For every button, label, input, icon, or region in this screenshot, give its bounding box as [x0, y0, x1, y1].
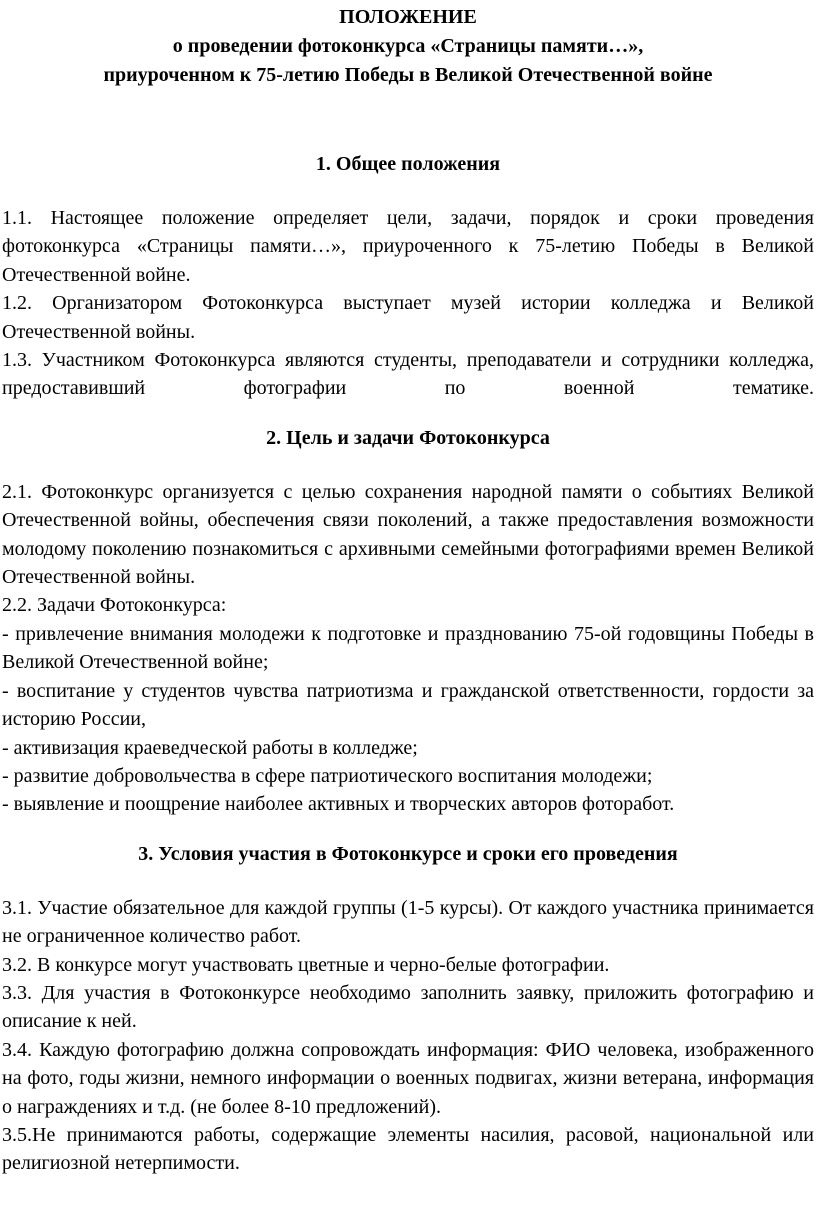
title-line-3: приуроченном к 75-летию Победы в Великой Отечественной войне	[103, 64, 713, 86]
task-item-4: - развитие добровольчества в сфере патриотического воспитания молодежи;	[2, 764, 653, 787]
paragraph-3-4: 3.4. Каждую фотографию должна сопровождать информация: ФИО человека, изображенного на фото, годы жизни, немного информации о военных подвигах, жизни ветерана, информация о награждениях и т.д. (не более 8-10 предложений).	[2, 1038, 814, 1118]
paragraph-2-2: 2.2. Задачи Фотоконкурса:	[2, 594, 227, 617]
paragraph-2-1: 2.1. Фотоконкурс организуется с целью сохранения народной памяти о событиях Великой Отечественной войны, обеспечения связи поколений, а также предоставления возможности молодому поколению познакомиться с архивными семейными фотографиями времен Великой Отечественной войны.	[2, 480, 814, 589]
task-item-5: - выявление и поощрение наиболее активных и творческих авторов фоторабот.	[2, 793, 675, 816]
title-line-1: ПОЛОЖЕНИЕ	[339, 6, 477, 28]
paragraph-3-1: 3.1. Участие обязательное для каждой группы (1-5 курсы). От каждого участника принимается не ограниченное количество работ.	[2, 896, 814, 948]
paragraph-1-3: 1.3. Участником Фотоконкурса являются студенты, преподаватели и сотрудники колледжа, предоставивший фотографии по военной тематике.	[2, 349, 814, 400]
paragraph-3-3: 3.3. Для участия в Фотоконкурсе необходимо заполнить заявку, приложить фотографию и описание к ней.	[2, 981, 814, 1033]
section-3-heading: 3. Условия участия в Фотоконкурсе и сроки его проведения	[138, 842, 678, 865]
paragraph-3-5: 3.5.Не принимаются работы, содержащие элементы насилия, расовой, национальной или религиозной нетерпимости.	[2, 1123, 814, 1175]
task-item-3: - активизация краеведческой работы в колледже;	[2, 736, 418, 759]
task-item-1: - привлечение внимания молодежи к подготовке и празднованию 75-ой годовщины Победы в Великой Отечественной войне;	[2, 622, 814, 674]
paragraph-1-2: 1.2. Организатором Фотоконкурса выступает музей истории колледжа и Великой Отечественной войны.	[2, 292, 814, 343]
title-line-2: о проведении фотоконкурса «Страницы памяти…»,	[172, 35, 644, 57]
paragraph-3-2: 3.2. В конкурсе могут участвовать цветные и черно-белые фотографии.	[2, 953, 610, 976]
paragraph-1-1: 1.1. Настоящее положение определяет цели, задачи, порядок и сроки проведения фотоконкурса «Страницы памяти…», приуроченного к 75-летию Победы в Великой Отечественной войне.	[2, 207, 814, 286]
task-item-2: - воспитание у студентов чувства патриотизма и гражданской ответственности, гордости за историю России,	[2, 679, 814, 731]
section-2-heading: 2. Цель и задачи Фотоконкурса	[266, 426, 550, 449]
section-1-heading: 1. Общее положения	[315, 153, 501, 175]
document-title	[2, 0, 814, 90]
